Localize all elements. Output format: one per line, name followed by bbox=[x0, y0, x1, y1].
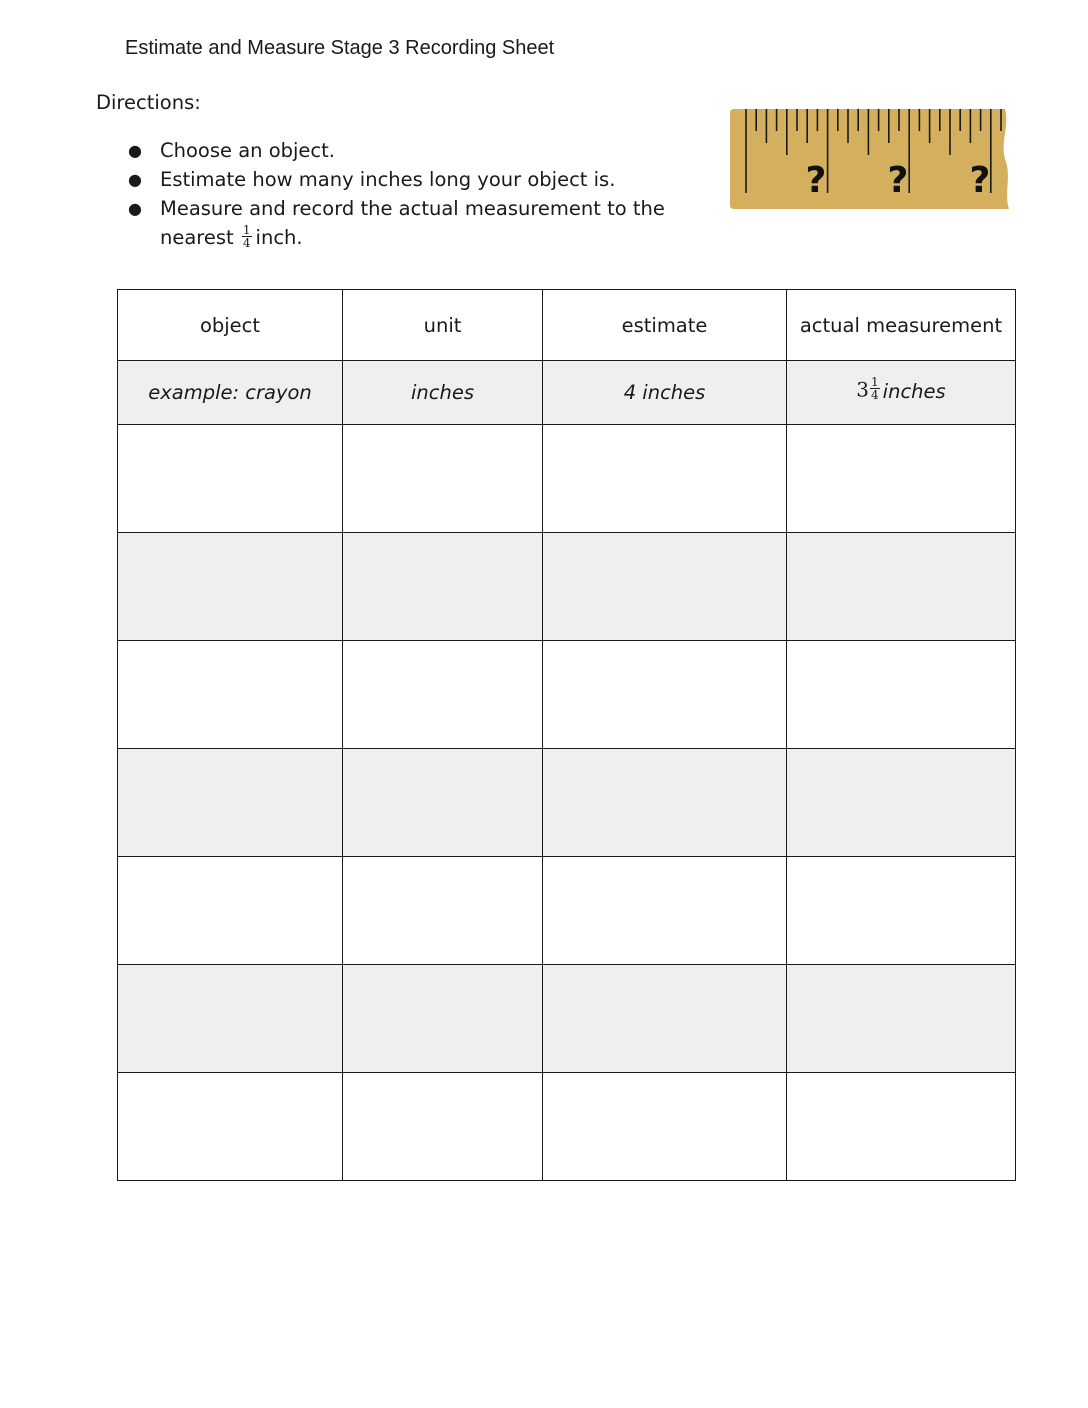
fraction-denominator: 4 bbox=[242, 236, 251, 250]
recording-table bbox=[117, 289, 1016, 1181]
example-estimate: 4 inches bbox=[543, 361, 787, 425]
actual-measurement-cell[interactable] bbox=[787, 641, 1016, 749]
directions-list bbox=[126, 136, 716, 252]
actual-measurement-cell[interactable] bbox=[787, 533, 1016, 641]
fraction-numerator: 1 bbox=[871, 375, 879, 389]
object-cell[interactable] bbox=[118, 857, 343, 965]
estimate-cell[interactable] bbox=[543, 749, 787, 857]
object-cell[interactable] bbox=[118, 749, 343, 857]
direction-text: Choose an object. bbox=[160, 139, 335, 162]
mixed-fraction-part bbox=[870, 376, 880, 401]
actual-measurement-cell[interactable] bbox=[787, 749, 1016, 857]
bullet-icon: ● bbox=[128, 199, 142, 218]
header-row bbox=[118, 290, 1016, 361]
object-cell[interactable] bbox=[118, 965, 343, 1073]
unit-cell[interactable] bbox=[343, 425, 543, 533]
example-unit: inches bbox=[343, 361, 543, 425]
example-actual bbox=[787, 361, 1016, 425]
estimate-cell[interactable] bbox=[543, 1073, 787, 1181]
estimate-cell[interactable] bbox=[543, 533, 787, 641]
unit-cell[interactable] bbox=[343, 533, 543, 641]
unit-cell[interactable] bbox=[343, 1073, 543, 1181]
direction-item bbox=[126, 194, 716, 252]
header-estimate: estimate bbox=[543, 290, 787, 361]
object-cell[interactable] bbox=[118, 533, 343, 641]
table-row bbox=[118, 965, 1016, 1073]
sheet-title: Estimate and Measure Stage 3 Recording Sheet bbox=[125, 37, 555, 59]
table-row bbox=[118, 641, 1016, 749]
fraction-denominator: 4 bbox=[871, 388, 879, 402]
estimate-cell[interactable] bbox=[543, 857, 787, 965]
actual-measurement-cell[interactable] bbox=[787, 857, 1016, 965]
estimate-cell[interactable] bbox=[543, 425, 787, 533]
fraction-numerator: 1 bbox=[242, 223, 251, 237]
table-row bbox=[118, 1073, 1016, 1181]
direction-text: Estimate how many inches long your object is. bbox=[160, 168, 616, 191]
mixed-fraction bbox=[856, 377, 882, 402]
unit-cell[interactable] bbox=[343, 641, 543, 749]
ruler-icon bbox=[728, 106, 1013, 212]
direction-text: Measure and record the actual measurement to the nearest bbox=[160, 197, 665, 249]
actual-measurement-cell[interactable] bbox=[787, 1073, 1016, 1181]
unit-cell[interactable] bbox=[343, 749, 543, 857]
header-unit: unit bbox=[343, 290, 543, 361]
table-row bbox=[118, 533, 1016, 641]
direction-item bbox=[126, 165, 716, 194]
one-quarter-fraction bbox=[242, 224, 252, 249]
actual-measurement-cell[interactable] bbox=[787, 965, 1016, 1073]
header-actual-measurement: actual measurement bbox=[787, 290, 1016, 361]
estimate-cell[interactable] bbox=[543, 641, 787, 749]
object-cell[interactable] bbox=[118, 425, 343, 533]
mixed-whole: 3 bbox=[856, 377, 870, 402]
bullet-icon: ● bbox=[128, 141, 142, 160]
estimate-cell[interactable] bbox=[543, 965, 787, 1073]
bullet-icon: ● bbox=[128, 170, 142, 189]
table-row bbox=[118, 857, 1016, 965]
header-object: object bbox=[118, 290, 343, 361]
ruler-body bbox=[730, 109, 1009, 209]
example-object: example: crayon bbox=[118, 361, 343, 425]
unit-cell[interactable] bbox=[343, 857, 543, 965]
object-cell[interactable] bbox=[118, 1073, 343, 1181]
example-row bbox=[118, 361, 1016, 425]
actual-measurement-cell[interactable] bbox=[787, 425, 1016, 533]
example-actual-unit: inches bbox=[882, 380, 946, 403]
directions-heading: Directions: bbox=[96, 91, 201, 114]
unit-cell[interactable] bbox=[343, 965, 543, 1073]
table-row bbox=[118, 749, 1016, 857]
ruler-question-mark: ? bbox=[887, 160, 909, 201]
ruler-question-mark: ? bbox=[969, 160, 991, 201]
ruler-question-mark: ? bbox=[805, 160, 827, 201]
direction-suffix: inch. bbox=[255, 226, 303, 249]
table-row bbox=[118, 425, 1016, 533]
object-cell[interactable] bbox=[118, 641, 343, 749]
direction-item bbox=[126, 136, 716, 165]
